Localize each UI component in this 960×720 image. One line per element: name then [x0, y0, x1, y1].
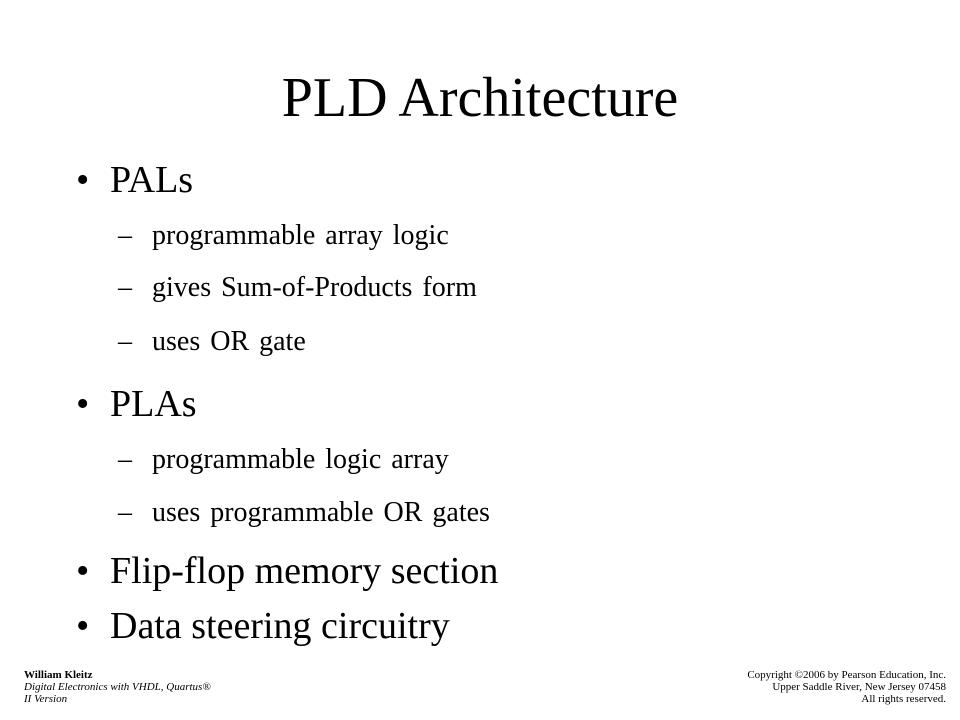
bullet-item-pals — [76, 158, 193, 202]
footer-author: William Kleitz — [24, 669, 93, 681]
sub-bullet-text: uses OR gate — [152, 326, 306, 357]
dash-icon: – — [118, 444, 132, 475]
slide-title: PLD Architecture — [281, 67, 679, 129]
bullet-item-plas — [76, 382, 197, 426]
bullet-text: Flip-flop memory section — [110, 550, 499, 592]
footer-book-line1: Digital Electronics with VHDL, Quartus® — [24, 681, 211, 693]
footer-book-line2: II Version — [24, 693, 68, 705]
sub-bullet-text: programmable logic array — [152, 444, 449, 475]
dash-icon: – — [118, 272, 132, 303]
sub-bullet-text: uses programmable OR gates — [152, 497, 490, 528]
bullet-text: PALs — [110, 159, 194, 201]
copyright-line3: All rights reserved. — [861, 693, 946, 705]
footer-attribution — [24, 669, 211, 705]
bullet-icon: • — [76, 159, 90, 201]
bullet-icon: • — [76, 605, 90, 647]
sub-bullet-item — [118, 220, 449, 252]
sub-bullet-text: gives Sum-of-Products form — [152, 272, 477, 303]
dash-icon: – — [118, 497, 132, 528]
copyright-line1: Copyright ©2006 by Pearson Education, Inc. — [747, 669, 946, 681]
dash-icon: – — [118, 326, 132, 357]
bullet-icon: • — [76, 383, 90, 425]
bullet-text: Data steering circuitry — [110, 605, 450, 647]
dash-icon: – — [118, 220, 132, 251]
bullet-text: PLAs — [110, 383, 197, 425]
bullet-item-flip-flop — [76, 549, 498, 593]
sub-bullet-text: programmable array logic — [152, 220, 449, 251]
copyright-line2: Upper Saddle River, New Jersey 07458 — [772, 681, 946, 693]
sub-bullet-item — [118, 497, 490, 529]
sub-bullet-item — [118, 272, 477, 304]
footer-copyright — [747, 669, 946, 705]
sub-bullet-item — [118, 326, 306, 358]
bullet-icon: • — [76, 550, 90, 592]
sub-bullet-item — [118, 444, 449, 476]
bullet-item-data-steering — [76, 604, 450, 648]
